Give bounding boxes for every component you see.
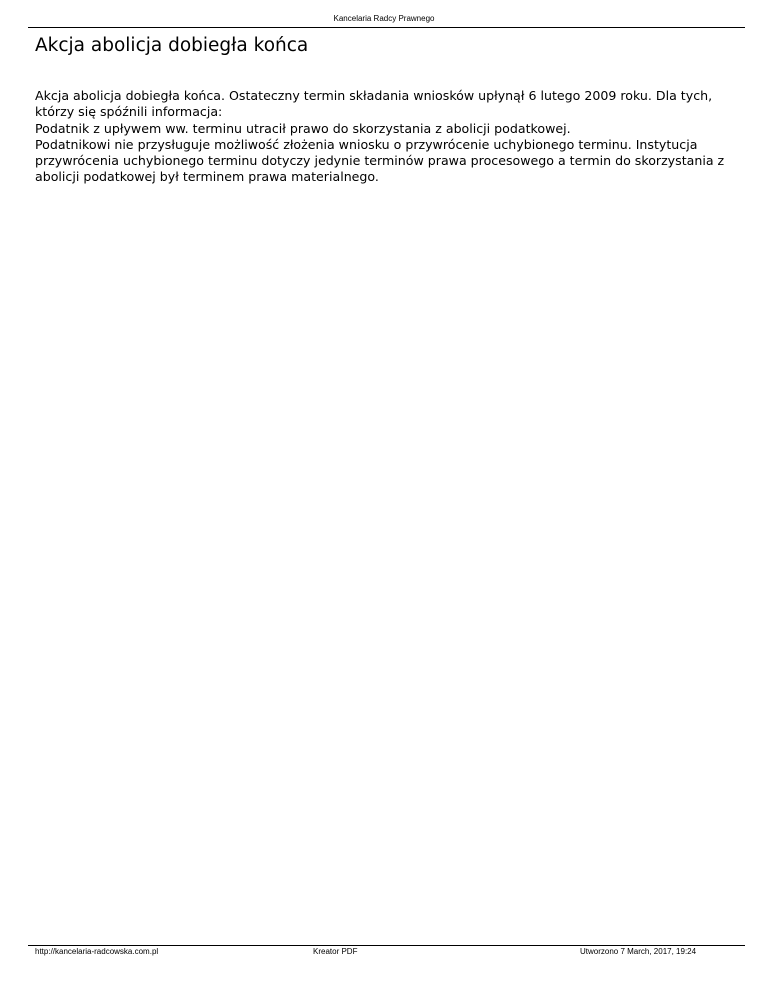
page-header-site-name: Kancelaria Radcy Prawnego	[333, 14, 435, 23]
article-paragraph: Podatnikowi nie przysługuje możliwość złożenia wniosku o przywrócenie uchybionego terminu. Instytucja przywrócenia uchybionego terminu dotyczy jedynie terminów prawa procesowego a termin do skorzystania z abolicji podatkowej był terminem prawa materialnego.	[35, 136, 725, 185]
footer-creator: Kreator PDF	[313, 947, 358, 956]
footer-divider	[28, 945, 745, 946]
article-body	[35, 88, 735, 186]
footer-created-date: Utworzono 7 March, 2017, 19:24	[580, 947, 697, 956]
article-title: Akcja abolicja dobiegła końca	[35, 35, 309, 56]
header-divider	[28, 27, 745, 28]
footer-url: http://kancelaria-radcowska.com.pl	[35, 947, 159, 956]
article-paragraph: Akcja abolicja dobiegła końca. Ostateczny termin składania wniosków upłynął 6 lutego 2009 roku. Dla tych, którzy się spóźnili informacja:	[35, 88, 713, 120]
article-paragraph: Podatnik z upływem ww. terminu utracił prawo do skorzystania z abolicji podatkowej.	[35, 120, 571, 136]
